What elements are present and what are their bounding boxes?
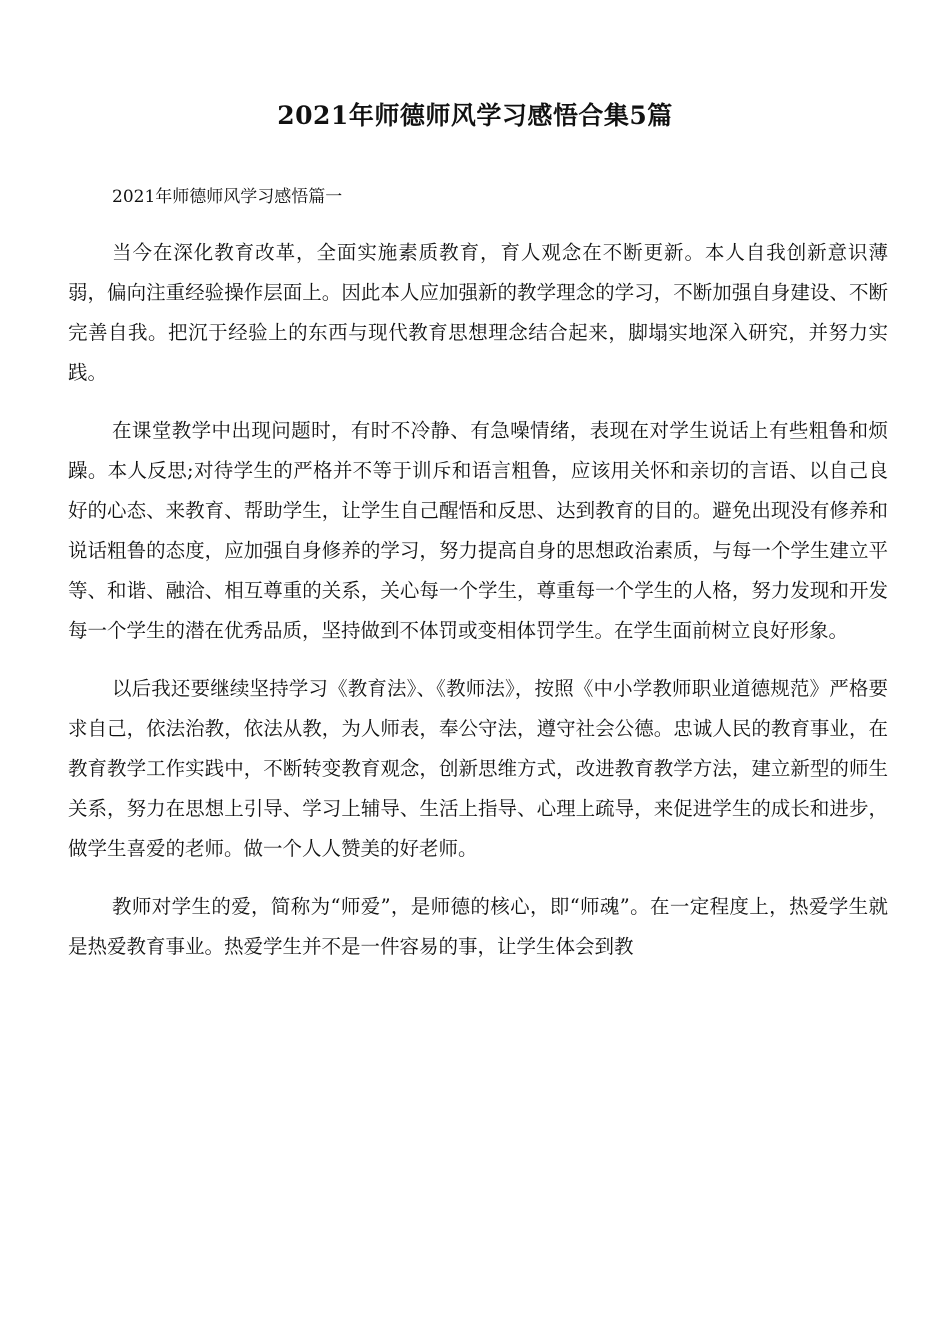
document-title: 2021年师德师风学习感悟合集5篇: [277, 101, 673, 130]
paragraph-4: 教师对学生的爱，简称为“师爱”，是师德的核心，即“师魂”。在一定程度上，热爱学生就是热爱教育事业。热爱学生并不是一件容易的事，让学生体会到教: [68, 895, 888, 958]
paragraph-1: 当今在深化教育改革，全面实施素质教育，育人观念在不断更新。本人自我创新意识薄弱，偏向注重经验操作层面上。因此本人应加强新的教学理念的学习，不断加强自身建设、不断完善自我。把沉于经验上的东西与现代教育思想理念结合起来，脚塌实地深入研究，并努力实践。: [68, 241, 888, 384]
document-body: [68, 180, 888, 985]
paragraph-2: 在课堂教学中出现问题时，有时不冷静、有急噪情绪，表现在对学生说话上有些粗鲁和烦躁。本人反思;对待学生的严格并不等于训斥和语言粗鲁，应该用关怀和亲切的言语、以自己良好的心态、来教育、帮助学生，让学生自己醒悟和反思、达到教育的目的。避免出现没有修养和说话粗鲁的态度，应加强自身修养的学习，努力提高自身的思想政治素质，与每一个学生建立平等、和谐、融洽、相互尊重的关系，关心每一个学生，尊重每一个学生的人格，努力发现和开发每一个学生的潜在优秀品质，坚持做到不体罚或变相体罚学生。在学生面前树立良好形象。: [68, 419, 888, 642]
paragraph-3: 以后我还要继续坚持学习《教育法》、《教师法》，按照《中小学教师职业道德规范》严格要求自己，依法治教，依法从教，为人师表，奉公守法，遵守社会公德。忠诚人民的教育事业，在教育教学工作实践中，不断转变教育观念，创新思维方式，改进教育教学方法，建立新型的师生关系，努力在思想上引导、学习上辅导、生活上指导、心理上疏导，来促进学生的成长和进步，做学生喜爱的老师。做一个人人赞美的好老师。: [68, 677, 888, 860]
section-heading: 2021年师德师风学习感悟篇一: [112, 187, 343, 207]
